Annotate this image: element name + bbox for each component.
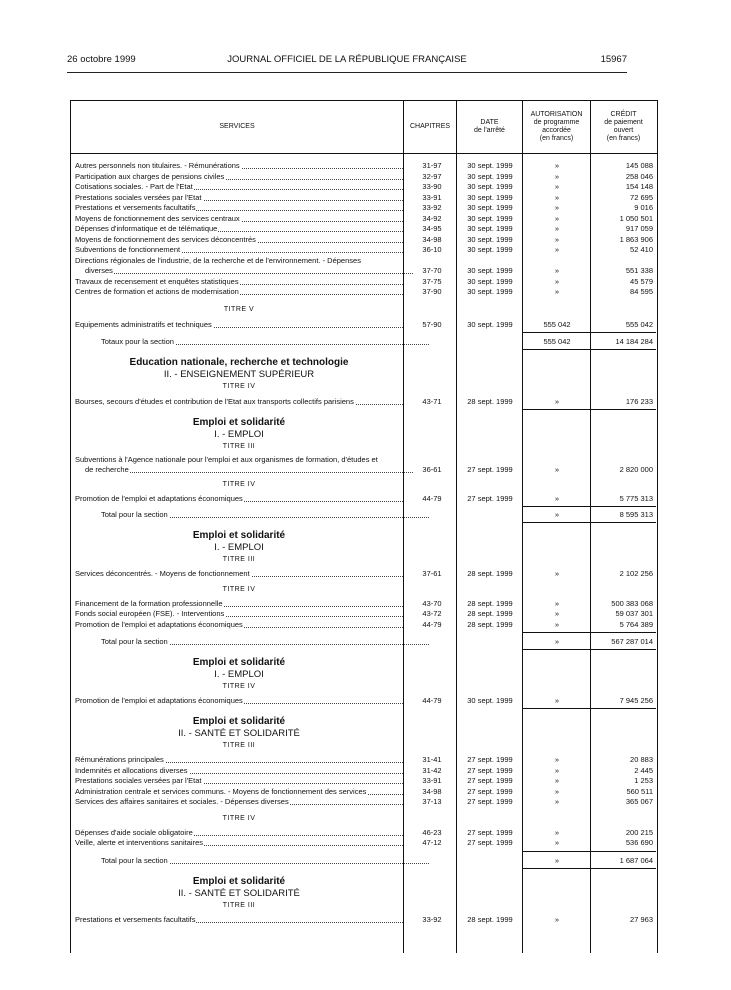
table-row [71, 193, 657, 203]
table-row [71, 787, 657, 797]
row-label [75, 203, 403, 213]
row-label [75, 494, 403, 504]
row-label-text: Dépenses d'aide sociale obligatoire [75, 827, 193, 837]
date-cell: 30 sept. 1999 [467, 213, 513, 223]
titre-heading: TITRE III [222, 555, 256, 563]
row-label [75, 620, 403, 630]
titre-heading: TITRE IV [222, 480, 256, 488]
table-row [71, 838, 657, 848]
autorisation-cell: » [554, 493, 560, 503]
date-cell: 30 sept. 1999 [467, 287, 513, 296]
table-row [71, 828, 657, 838]
row-label [75, 214, 403, 224]
autorisation-cell: » [554, 509, 560, 519]
chapter-cell: 33-91 [422, 192, 442, 202]
col-header-credit: CRÉDIT de paiement ouvert (en francs) [604, 111, 643, 142]
credit-cell: 1 863 906 [619, 234, 653, 244]
subtotal-rule [523, 632, 656, 633]
autorisation-cell: » [554, 234, 560, 244]
table-row [71, 161, 657, 171]
date-cell: 27 sept. 1999 [467, 776, 513, 785]
credit-cell: 8 595 313 [619, 509, 653, 519]
row-label-text: Autres personnels non titulaires. - Rémunérations [75, 161, 240, 170]
chapter-cell: 32-97 [422, 171, 442, 181]
date-cell: 28 sept. 1999 [467, 396, 513, 406]
date-cell: 30 sept. 1999 [467, 266, 513, 275]
credits-table [70, 100, 658, 953]
issue-date: 26 octobre 1999 [67, 54, 136, 65]
row-label [75, 245, 403, 255]
autorisation-cell: » [554, 827, 560, 837]
chapter-cell: 37-75 [422, 276, 442, 286]
table-row [71, 494, 657, 504]
autorisation-cell: » [554, 755, 560, 764]
row-label-text: Fonds social européen (FSE). - Interventions [75, 609, 225, 618]
table-row [71, 915, 657, 925]
date-cell: 28 sept. 1999 [467, 914, 513, 924]
credit-cell: 5 775 313 [619, 493, 653, 503]
chapter-cell: 57-90 [422, 319, 442, 329]
credit-cell: 2 445 [634, 765, 653, 775]
autorisation-cell: » [554, 786, 560, 796]
credit-cell: 52 410 [630, 245, 653, 254]
chapter-cell: 31-42 [422, 765, 442, 775]
table-row [71, 569, 657, 579]
autorisation-cell: 555 042 [543, 319, 571, 329]
row-label [75, 797, 403, 807]
credit-cell: 365 067 [625, 797, 653, 806]
table-row [71, 755, 657, 765]
titre-heading: TITRE IV [222, 814, 256, 822]
row-label [75, 766, 403, 776]
autorisation-cell: » [554, 171, 560, 181]
row-label-text: Veille, alerte et interventions sanitaires [75, 838, 203, 847]
row-label [75, 787, 403, 797]
row-label [75, 599, 403, 609]
row-label-text: Promotion de l'emploi et adaptations économiques [75, 696, 243, 705]
credit-cell: 72 695 [630, 192, 653, 202]
autorisation-cell: » [554, 619, 560, 629]
titre-heading: TITRE IV [222, 585, 256, 593]
chapter-cell: 37-90 [422, 287, 442, 296]
autorisation-cell: » [554, 276, 560, 286]
row-label-text: Prestations sociales versées par l'Etat [75, 776, 202, 785]
chapter-cell: 33-90 [422, 182, 442, 191]
chapter-cell: 33-92 [422, 203, 442, 212]
row-label [75, 172, 403, 182]
autorisation-cell: 555 042 [543, 336, 571, 346]
autorisation-cell: » [554, 838, 560, 847]
chapter-cell: 43-71 [422, 396, 442, 406]
autorisation-cell: » [554, 396, 560, 406]
credit-cell: 567 287 014 [611, 637, 653, 646]
row-label-text: Total pour la section [101, 509, 168, 519]
row-label-text: Prestations sociales versées par l'Etat [75, 192, 202, 202]
chapter-cell: 34-98 [422, 234, 442, 244]
table-row [71, 510, 657, 520]
row-label-text: Services déconcentrés. - Moyens de fonctionnement [75, 568, 250, 578]
table-row [71, 766, 657, 776]
autorisation-cell: » [554, 797, 560, 806]
credit-cell: 145 088 [625, 161, 653, 170]
row-label-text: Travaux de recensement et enquêtes statistiques [75, 276, 239, 286]
row-label [75, 182, 403, 192]
chapter-cell: 37-70 [422, 266, 442, 275]
row-label [101, 337, 429, 347]
section-subtitle: I. - EMPLOI [214, 541, 264, 553]
row-label [75, 609, 403, 619]
titre-heading: TITRE III [222, 901, 256, 909]
row-label [85, 266, 413, 276]
total-rule [523, 522, 656, 523]
header-rule [67, 72, 627, 73]
section-title: Emploi et solidarité [192, 529, 286, 541]
credit-cell: 45 579 [630, 276, 653, 286]
row-label-text: Financement de la formation professionnelle [75, 598, 223, 608]
credit-cell: 20 883 [630, 755, 653, 764]
autorisation-cell: » [554, 914, 560, 924]
total-rule [523, 868, 656, 869]
autorisation-cell: » [554, 245, 560, 254]
date-cell: 30 sept. 1999 [467, 234, 513, 244]
chapter-cell: 44-79 [422, 619, 442, 629]
row-label [101, 856, 429, 866]
table-row [71, 245, 657, 255]
autorisation-cell: » [554, 192, 560, 202]
row-label-line: Subventions à l'Agence nationale pour l'emploi et aux organismes de formation, d'études et [75, 454, 378, 464]
col-header-services: SERVICES [219, 123, 255, 130]
chapter-cell: 47-12 [422, 838, 442, 847]
credit-cell: 2 820 000 [619, 464, 653, 474]
row-label-text: Bourses, secours d'études et contribution de l'Etat aux transports collectifs parisiens [75, 396, 354, 406]
row-label-text: Indemnités et allocations diverses [75, 765, 188, 775]
row-rule [523, 409, 656, 410]
col-header-autorisation: AUTORISATION de programme accordée (en francs) [530, 111, 583, 142]
date-cell: 30 sept. 1999 [467, 224, 513, 233]
row-label-text: Rémunérations principales [75, 755, 164, 764]
row-label-text: Administration centrale et services communs. - Moyens de fonctionnement des services [75, 786, 367, 796]
date-cell: 30 sept. 1999 [467, 203, 513, 212]
autorisation-cell: » [554, 213, 560, 223]
table-row [71, 696, 657, 706]
row-label [75, 828, 403, 838]
date-cell: 28 sept. 1999 [467, 568, 513, 578]
date-cell: 30 sept. 1999 [467, 245, 513, 254]
chapter-cell: 34-98 [422, 786, 442, 796]
table-row [71, 620, 657, 630]
table-row [71, 637, 657, 647]
credit-cell: 84 595 [630, 287, 653, 296]
row-label [75, 755, 403, 765]
chapter-cell: 43-72 [422, 609, 442, 618]
table-row [71, 397, 657, 407]
chapter-cell: 33-92 [422, 914, 442, 924]
credit-cell: 560 511 [626, 786, 653, 796]
table-row [71, 776, 657, 786]
col-header-chapitres: CHAPITRES [409, 123, 451, 130]
row-label-text: Promotion de l'emploi et adaptations économiques [75, 619, 243, 629]
header-separator [71, 153, 657, 154]
date-cell: 30 sept. 1999 [467, 171, 513, 181]
autorisation-cell: » [554, 776, 560, 785]
autorisation-cell: » [554, 224, 560, 233]
chapter-cell: 31-97 [422, 161, 442, 170]
total-rule [523, 349, 656, 350]
credit-cell: 555 042 [625, 319, 653, 329]
row-label [75, 277, 403, 287]
table-row [71, 856, 657, 866]
row-label [75, 287, 403, 297]
subtotal-rule [523, 851, 656, 852]
row-label-text: diverses [85, 266, 113, 275]
date-cell: 28 sept. 1999 [467, 609, 513, 618]
section-subtitle: II. - SANTÉ ET SOLIDARITÉ [178, 887, 300, 899]
leader-dots [85, 472, 413, 473]
row-label [75, 235, 403, 245]
autorisation-cell: » [554, 568, 560, 578]
table-row [71, 277, 657, 287]
autorisation-cell: » [554, 182, 560, 191]
credit-cell: 1 253 [634, 776, 653, 785]
credit-cell: 9 016 [634, 203, 653, 212]
credit-cell: 7 945 256 [619, 696, 653, 705]
total-rule [523, 649, 656, 650]
section-title: Emploi et solidarité [192, 416, 286, 428]
autorisation-cell: » [554, 765, 560, 775]
section-title: Emploi et solidarité [192, 657, 286, 668]
section-subtitle: II. - SANTÉ ET SOLIDARITÉ [178, 728, 300, 739]
date-cell: 27 sept. 1999 [467, 838, 513, 847]
row-label [75, 397, 403, 407]
row-label-text: Services des affaires sanitaires et sociales. - Dépenses diverses [75, 797, 289, 806]
autorisation-cell: » [554, 203, 560, 212]
row-label-text: Moyens de fonctionnement des services déconcentrés [75, 234, 256, 244]
row-label-text: Total pour la section [101, 637, 168, 646]
chapter-cell: 36-61 [422, 464, 442, 474]
date-cell: 30 sept. 1999 [467, 192, 513, 202]
row-label-text: Equipements administratifs et techniques [75, 319, 212, 329]
table-row [71, 599, 657, 609]
table-row [71, 266, 657, 276]
chapter-cell: 33-91 [422, 776, 442, 785]
credit-cell: 5 764 389 [619, 619, 653, 629]
titre-heading: TITRE III [222, 742, 256, 749]
table-row [71, 224, 657, 234]
row-label-text: Cotisations sociales. - Part de l'Etat [75, 182, 193, 191]
credit-cell: 536 690 [625, 838, 653, 847]
credit-cell: 1 687 064 [619, 855, 653, 865]
autorisation-cell: » [554, 637, 560, 646]
row-label-text: Dépenses d'informatique et de télématique [75, 224, 218, 233]
row-label [101, 637, 429, 647]
autorisation-cell: » [554, 609, 560, 618]
chapter-cell: 37-13 [422, 797, 442, 806]
chapter-cell: 44-79 [422, 493, 442, 503]
autorisation-cell: » [554, 855, 560, 865]
credit-cell: 59 037 301 [615, 609, 653, 618]
credit-cell: 551 338 [625, 266, 653, 275]
table-row [71, 203, 657, 213]
chapter-cell: 43-70 [422, 598, 442, 608]
autorisation-cell: » [554, 696, 560, 705]
row-label [75, 569, 403, 579]
chapter-cell: 34-92 [422, 213, 442, 223]
table-row [71, 337, 657, 347]
table-row [71, 172, 657, 182]
section-subtitle: II. - ENSEIGNEMENT SUPÉRIEUR [163, 368, 315, 380]
section-title: Education nationale, recherche et technologie [129, 356, 349, 368]
autorisation-cell: » [554, 464, 560, 474]
chapter-cell: 37-61 [422, 568, 442, 578]
credit-cell: 2 102 256 [619, 568, 653, 578]
row-label [75, 776, 403, 786]
section-title: Emploi et solidarité [192, 716, 286, 727]
row-label [85, 465, 413, 475]
row-label [101, 510, 429, 520]
row-label-text: Promotion de l'emploi et adaptations économiques [75, 493, 243, 503]
row-label-text: Prestations et versements facultatifs [75, 203, 196, 212]
subtotal-rule [523, 506, 656, 507]
chapter-cell: 31-41 [422, 755, 442, 764]
credit-cell: 27 963 [630, 914, 653, 924]
page-header [67, 54, 627, 68]
date-cell: 27 sept. 1999 [467, 797, 513, 806]
titre-heading: TITRE V [223, 305, 255, 313]
autorisation-cell: » [554, 287, 560, 296]
row-label [75, 193, 403, 203]
date-cell: 27 sept. 1999 [467, 827, 513, 837]
col-header-date: DATE de l'arrêté [474, 119, 505, 134]
row-label [75, 915, 403, 925]
credit-cell: 258 046 [625, 171, 653, 181]
date-cell: 30 sept. 1999 [467, 696, 513, 705]
credit-cell: 14 184 284 [615, 336, 653, 346]
table-row [71, 287, 657, 297]
row-label [75, 224, 403, 234]
row-label [75, 320, 403, 330]
row-label-text: de recherche [85, 464, 129, 474]
autorisation-cell: » [554, 161, 560, 170]
autorisation-cell: » [554, 266, 560, 275]
leader-dots [85, 273, 413, 274]
chapter-cell: 34-95 [422, 224, 442, 233]
section-subtitle: I. - EMPLOI [214, 669, 264, 680]
date-cell: 27 sept. 1999 [467, 765, 513, 775]
table-row [71, 465, 657, 475]
table-row [71, 235, 657, 245]
date-cell: 30 sept. 1999 [467, 319, 513, 329]
titre-heading: TITRE IV [222, 382, 256, 390]
section-title: Emploi et solidarité [192, 875, 286, 887]
row-label [75, 161, 403, 171]
row-label [75, 838, 403, 848]
row-label-text: Total pour la section [101, 855, 168, 865]
row-label-text: Totaux pour la section [101, 336, 174, 346]
date-cell: 30 sept. 1999 [467, 182, 513, 191]
credit-cell: 176 233 [625, 396, 653, 406]
row-label-text: Centres de formation et actions de modernisation [75, 287, 239, 296]
credit-cell: 1 050 501 [619, 213, 653, 223]
chapter-cell: 46-23 [422, 827, 442, 837]
autorisation-cell: » [554, 598, 560, 608]
credit-cell: 917 059 [625, 224, 653, 233]
subtotal-rule [523, 332, 656, 333]
credit-cell: 500 383 068 [611, 598, 653, 608]
date-cell: 27 sept. 1999 [467, 493, 513, 503]
row-rule [523, 708, 656, 709]
table-row [71, 182, 657, 192]
table-row [71, 609, 657, 619]
credit-cell: 200 215 [625, 827, 653, 837]
table-row [71, 214, 657, 224]
section-subtitle: I. - EMPLOI [214, 428, 264, 440]
date-cell: 30 sept. 1999 [467, 276, 513, 286]
row-label-text: Prestations et versements facultatifs [75, 914, 196, 924]
row-label-line: Directions régionales de l'industrie, de la recherche et de l'environnement. - Dépenses [75, 255, 361, 265]
row-label-text: Moyens de fonctionnement des services centraux [75, 213, 240, 223]
chapter-cell: 44-79 [422, 696, 442, 705]
chapter-cell: 36-10 [422, 245, 442, 254]
page-number: 15967 [600, 54, 627, 65]
date-cell: 27 sept. 1999 [467, 755, 513, 764]
titre-heading: TITRE III [222, 442, 256, 450]
date-cell: 27 sept. 1999 [467, 786, 513, 796]
date-cell: 28 sept. 1999 [467, 598, 513, 608]
journal-title: JOURNAL OFFICIEL DE LA RÉPUBLIQUE FRANÇAISE [227, 54, 467, 65]
date-cell: 28 sept. 1999 [467, 619, 513, 629]
date-cell: 27 sept. 1999 [467, 464, 513, 474]
row-label [75, 696, 403, 706]
date-cell: 30 sept. 1999 [467, 161, 513, 170]
titre-heading: TITRE IV [222, 683, 256, 690]
row-label-text: Participation aux charges de pensions civiles [75, 171, 225, 181]
table-row [71, 320, 657, 330]
row-label-text: Subventions de fonctionnement [75, 245, 181, 254]
credit-cell: 154 148 [625, 182, 653, 191]
table-row [71, 797, 657, 807]
